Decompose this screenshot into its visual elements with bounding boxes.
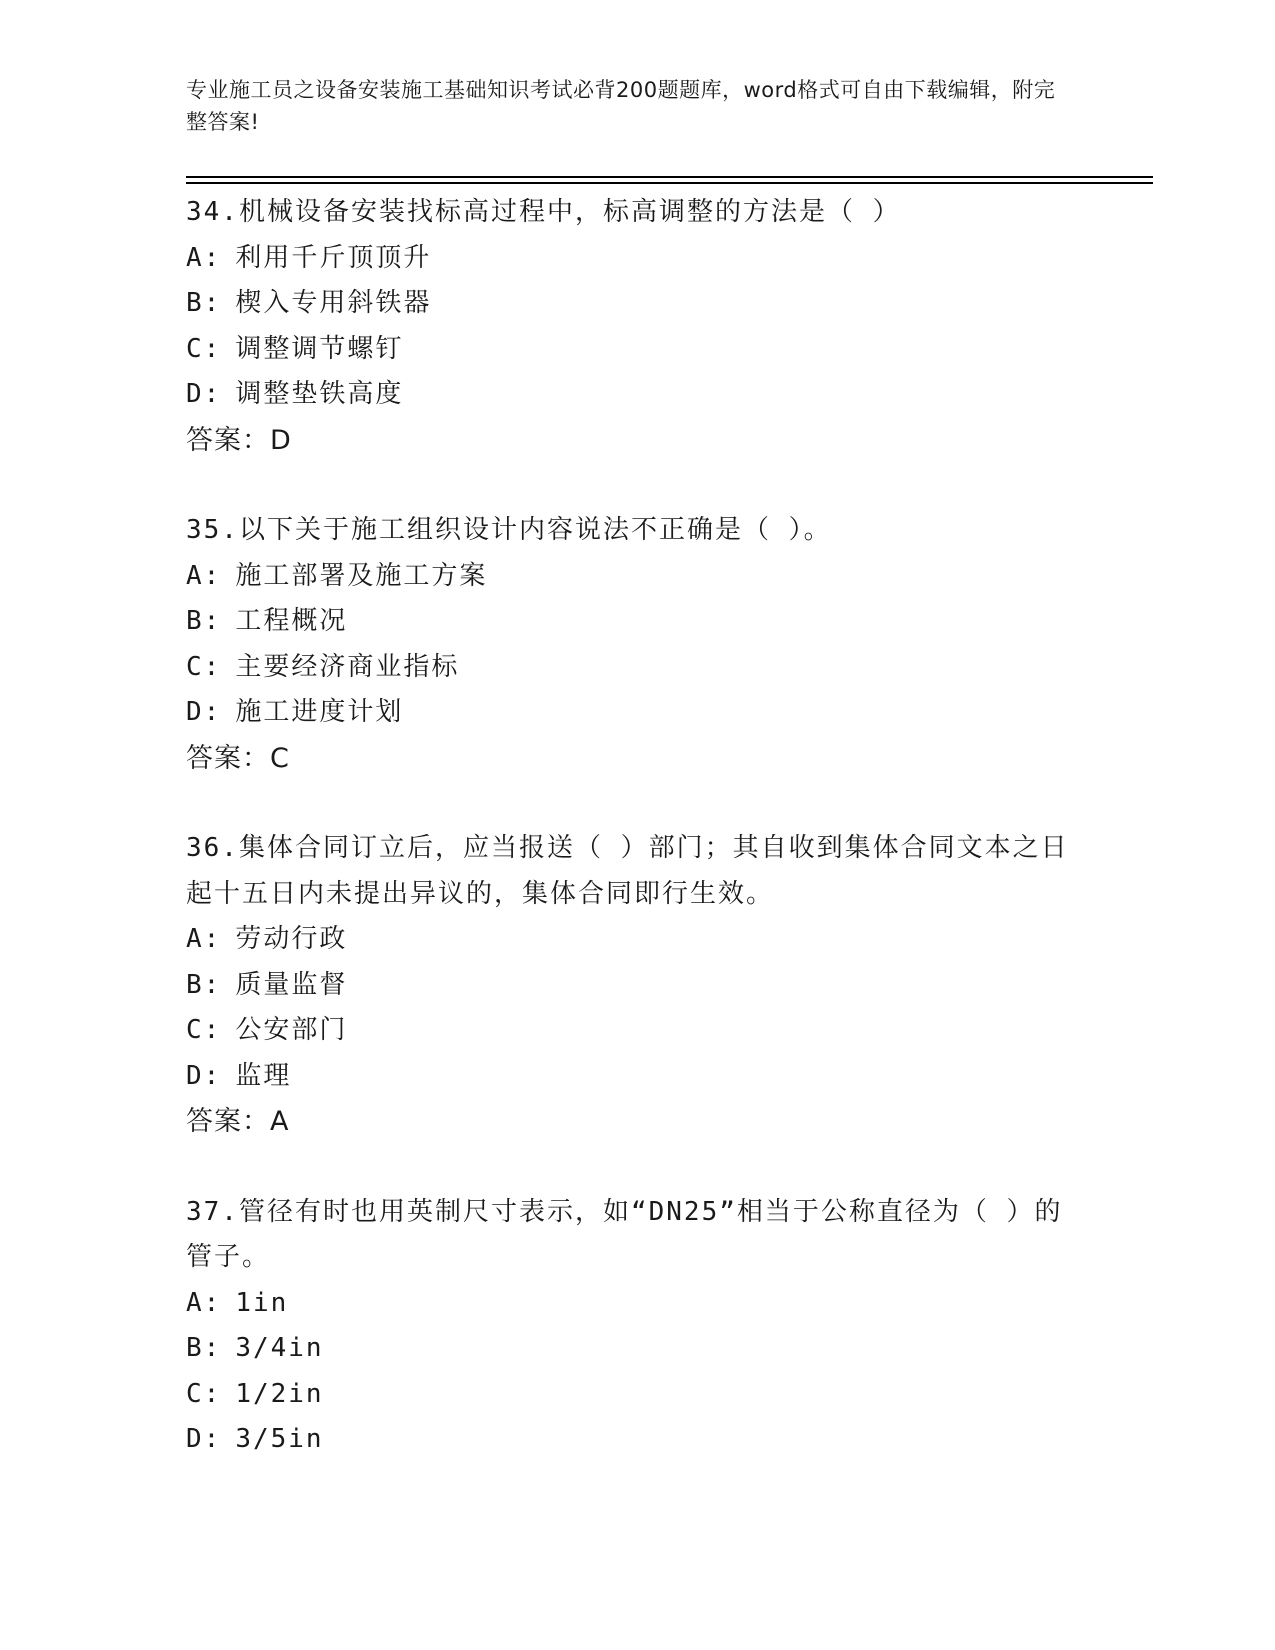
option-key: C: bbox=[186, 651, 222, 682]
option-b bbox=[186, 599, 1086, 645]
option-d bbox=[186, 372, 1086, 418]
option-c bbox=[186, 327, 1086, 373]
option-key: B: bbox=[186, 606, 222, 636]
option-text: 3/5in bbox=[235, 1424, 324, 1454]
option-key: B: bbox=[186, 1333, 222, 1363]
option-text: 质量监督 bbox=[235, 969, 348, 1000]
option-key: A: bbox=[186, 1287, 222, 1318]
option-a bbox=[186, 917, 1086, 963]
document-header: 专业施工员之设备安装施工基础知识考试必背200题题库，word格式可自由下载编辑，附完整答案! bbox=[186, 78, 1056, 134]
question-stem: 36.集体合同订立后，应当报送（ ）部门；其自收到集体合同文本之日起十五日内未提出异议的，集体合同即行生效。 bbox=[186, 833, 1069, 909]
header-rule-bottom bbox=[186, 182, 1153, 184]
question-34 bbox=[186, 190, 1086, 463]
answer-label: 答案： bbox=[186, 742, 270, 774]
option-c bbox=[186, 1372, 1086, 1418]
option-c bbox=[186, 645, 1086, 691]
option-key: C: bbox=[186, 1378, 222, 1409]
question-37 bbox=[186, 1190, 1086, 1463]
question-stem: 35.以下关于施工组织设计内容说法不正确是（ ）。 bbox=[186, 515, 832, 545]
answer-value: D bbox=[270, 424, 292, 456]
answer-line bbox=[186, 418, 1086, 464]
header-rule-top bbox=[186, 176, 1153, 178]
option-b bbox=[186, 281, 1086, 327]
answer-label: 答案： bbox=[186, 424, 270, 456]
option-a bbox=[186, 554, 1086, 600]
option-key: D: bbox=[186, 697, 222, 727]
option-text: 3/4in bbox=[235, 1333, 324, 1363]
option-text: 施工进度计划 bbox=[235, 697, 404, 727]
option-text: 工程概况 bbox=[235, 606, 348, 636]
option-text: 利用千斤顶顶升 bbox=[235, 242, 432, 273]
option-a bbox=[186, 1281, 1086, 1327]
option-key: C: bbox=[186, 333, 222, 364]
option-text: 楔入专用斜铁器 bbox=[235, 288, 432, 318]
option-text: 主要经济商业指标 bbox=[235, 651, 460, 682]
option-d bbox=[186, 1417, 1086, 1463]
option-key: B: bbox=[186, 969, 222, 1000]
option-key: D: bbox=[186, 379, 222, 409]
option-key: B: bbox=[186, 288, 222, 318]
option-key: A: bbox=[186, 560, 222, 591]
option-key: C: bbox=[186, 1015, 222, 1045]
option-key: A: bbox=[186, 924, 222, 954]
option-text: 施工部署及施工方案 bbox=[235, 560, 488, 591]
question-list bbox=[186, 190, 1086, 1508]
option-key: A: bbox=[186, 242, 222, 273]
option-d bbox=[186, 690, 1086, 736]
option-text: 调整垫铁高度 bbox=[235, 379, 404, 409]
answer-line bbox=[186, 736, 1086, 782]
answer-label: 答案： bbox=[186, 1106, 270, 1137]
option-text: 监理 bbox=[235, 1060, 292, 1091]
option-text: 公安部门 bbox=[235, 1015, 348, 1045]
option-b bbox=[186, 963, 1086, 1009]
option-c bbox=[186, 1008, 1086, 1054]
option-d bbox=[186, 1054, 1086, 1100]
option-text: 1/2in bbox=[235, 1378, 324, 1409]
option-text: 调整调节螺钉 bbox=[235, 333, 404, 364]
answer-value: A bbox=[270, 1106, 290, 1137]
option-text: 劳动行政 bbox=[235, 924, 348, 954]
question-stem: 37.管径有时也用英制尺寸表示，如“DN25”相当于公称直径为（ ）的管子。 bbox=[186, 1196, 1063, 1272]
option-key: D: bbox=[186, 1424, 222, 1454]
option-b bbox=[186, 1326, 1086, 1372]
question-35 bbox=[186, 508, 1086, 781]
option-text: 1in bbox=[235, 1287, 289, 1318]
option-a bbox=[186, 236, 1086, 282]
answer-value: C bbox=[270, 742, 290, 774]
option-key: D: bbox=[186, 1060, 222, 1091]
question-36 bbox=[186, 826, 1086, 1145]
question-stem: 34.机械设备安装找标高过程中，标高调整的方法是（ ） bbox=[186, 197, 901, 227]
answer-line bbox=[186, 1099, 1086, 1145]
